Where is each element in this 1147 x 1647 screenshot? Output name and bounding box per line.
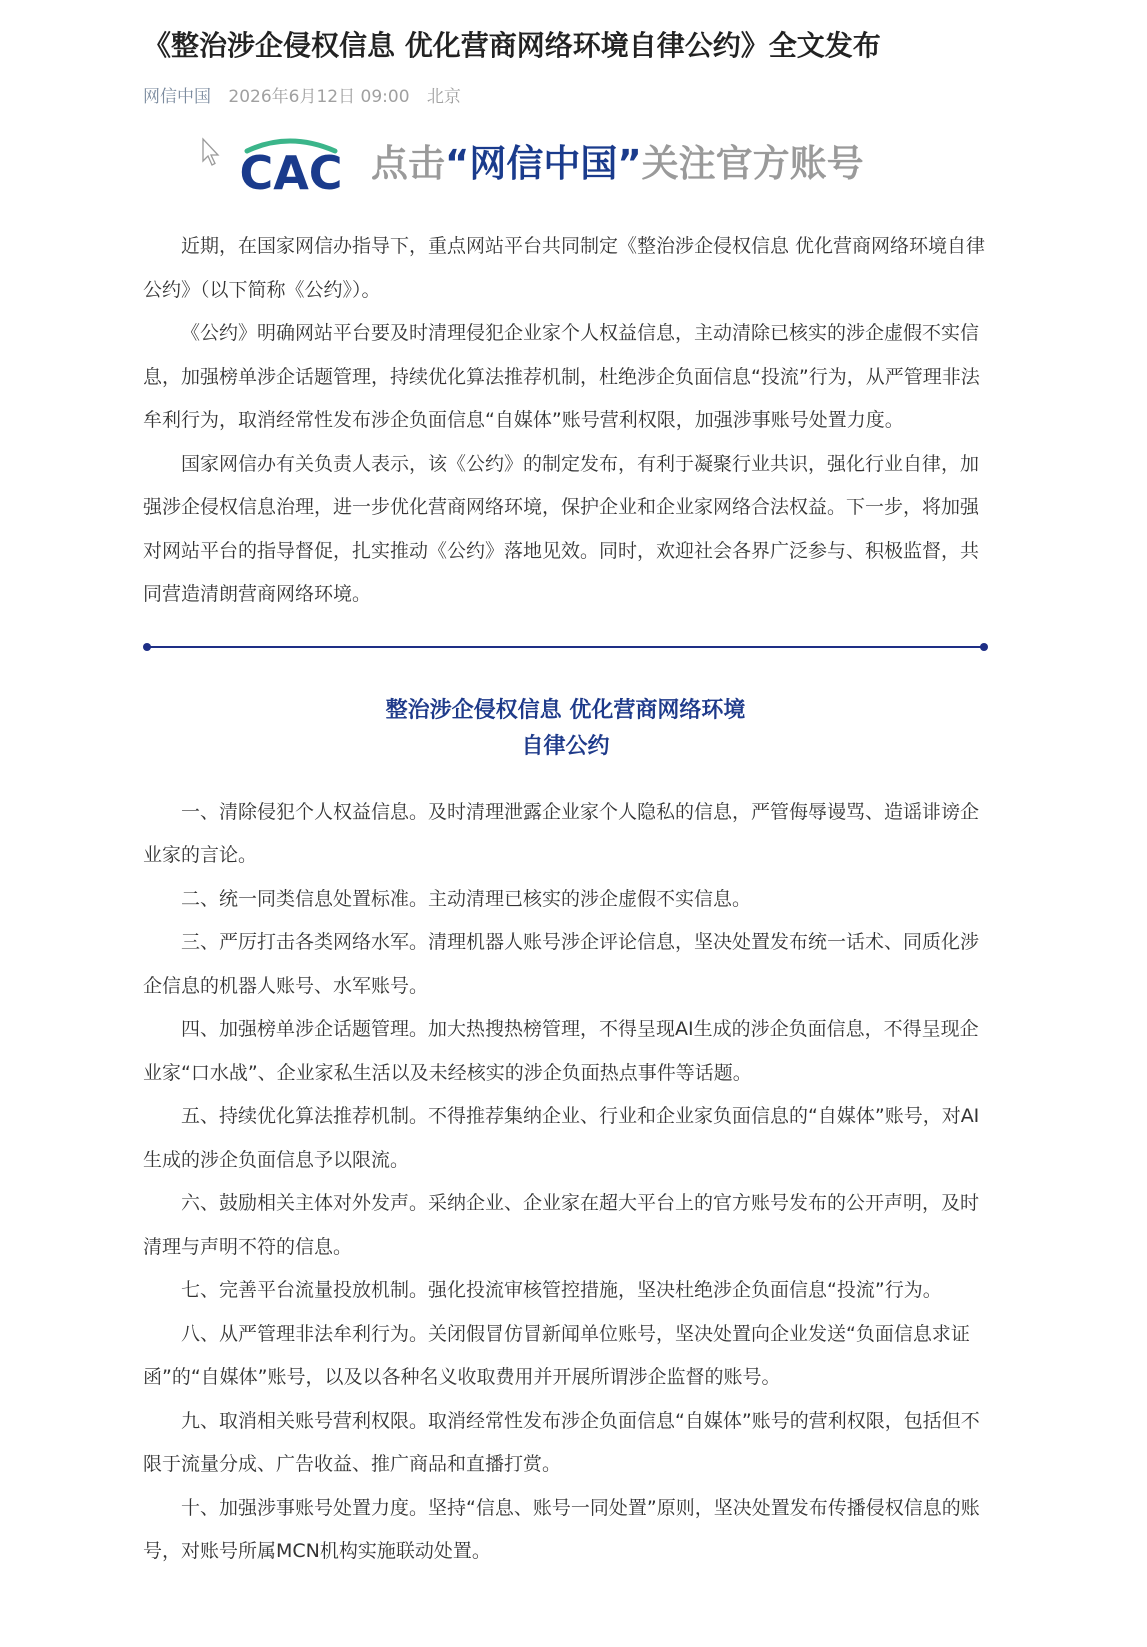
cac-logo-icon [231, 137, 351, 197]
convention-title-line: 整治涉企侵权信息 优化营商网络环境 [385, 697, 746, 723]
clause-item: 十、加强涉事账号处置力度。坚持“信息、账号一同处置”原则，坚决处置发布传播侵权信息的账号，对账号所属MCN机构实施联动处置。 [143, 1496, 980, 1562]
body-paragraph: 近期，在国家网信办指导下，重点网站平台共同制定《整治涉企侵权信息 优化营商网络环境自律公约》（以下简称《公约》）。 [143, 235, 986, 301]
clause-item: 四、加强榜单涉企话题管理。加大热搜热榜管理，不得呈现AI生成的涉企负面信息，不得呈现企业家“口水战”、企业家私生活以及未经核实的涉企负面热点事件等话题。 [143, 1018, 979, 1084]
article-date: 2026年6月12日 09:00 [228, 87, 410, 107]
divider-line [147, 646, 984, 648]
slogan-prefix: 点击 [371, 142, 445, 185]
mouse-pointer-icon [201, 137, 223, 167]
article [143, 0, 988, 1574]
body-paragraph: 国家网信办有关负责人表示，该《公约》的制定发布，有利于凝聚行业共识，强化行业自律，加强涉企侵权信息治理，进一步优化营商网络环境，保护企业和企业家网络合法权益。下一步，将加强对网站平台的指导督促，扎实推动《公约》落地见效。同时，欢迎社会各界广泛参与、积极监督，共同营造清朗营商网络环境。 [143, 452, 980, 605]
convention-title-line: 自律公约 [521, 733, 610, 759]
article-location: 北京 [426, 87, 461, 107]
clause-item: 八、从严管理非法牟利行为。关闭假冒仿冒新闻单位账号，坚决处置向企业发送“负面信息求证函”的“自媒体”账号，以及以各种名义收取费用并开展所谓涉企监督的账号。 [143, 1322, 970, 1388]
article-body [143, 225, 988, 617]
article-title: 《整治涉企侵权信息 优化营商网络环境自律公约》全文发布 [143, 29, 881, 62]
clause-item: 五、持续优化算法推荐机制。不得推荐集纳企业、行业和企业家负面信息的“自媒体”账号，对AI生成的涉企负面信息予以限流。 [143, 1105, 980, 1171]
follow-banner[interactable] [143, 131, 988, 211]
convention-clauses [143, 791, 988, 1574]
banner-slogan [371, 139, 864, 189]
section-divider [143, 641, 988, 653]
clause-item: 二、统一同类信息处置标准。主动清理已核实的涉企虚假不实信息。 [181, 887, 752, 910]
slogan-suffix: 关注官方账号 [641, 142, 864, 185]
clause-item: 一、清除侵犯个人权益信息。及时清理泄露企业家个人隐私的信息，严管侮辱谩骂、造谣诽谤企业家的言论。 [143, 800, 980, 866]
divider-dot [980, 643, 988, 651]
slogan-account-name: “网信中国” [445, 142, 642, 185]
article-source-link[interactable]: 网信中国 [143, 87, 211, 107]
clause-item: 六、鼓励相关主体对外发声。采纳企业、企业家在超大平台上的官方账号发布的公开声明，及时清理与声明不符的信息。 [143, 1192, 980, 1258]
body-paragraph: 《公约》明确网站平台要及时清理侵犯企业家个人权益信息，主动清除已核实的涉企虚假不实信息，加强榜单涉企话题管理，持续优化算法推荐机制，杜绝涉企负面信息“投流”行为，从严管理非法牟利行为，取消经常性发布涉企负面信息“自媒体”账号营利权限，加强涉事账号处置力度。 [143, 322, 980, 431]
article-meta [143, 85, 988, 109]
svg-text:CAC: CAC [239, 146, 343, 197]
clause-item: 三、严厉打击各类网络水军。清理机器人账号涉企评论信息，坚决处置发布统一话术、同质化涉企信息的机器人账号、水军账号。 [143, 931, 980, 997]
clause-item: 七、完善平台流量投放机制。强化投流审核管控措施，坚决杜绝涉企负面信息“投流”行为。 [181, 1279, 942, 1301]
clause-item: 九、取消相关账号营利权限。取消经常性发布涉企负面信息“自媒体”账号的营利权限，包括但不限于流量分成、广告收益、推广商品和直播打赏。 [143, 1409, 980, 1475]
convention-title [143, 693, 988, 765]
